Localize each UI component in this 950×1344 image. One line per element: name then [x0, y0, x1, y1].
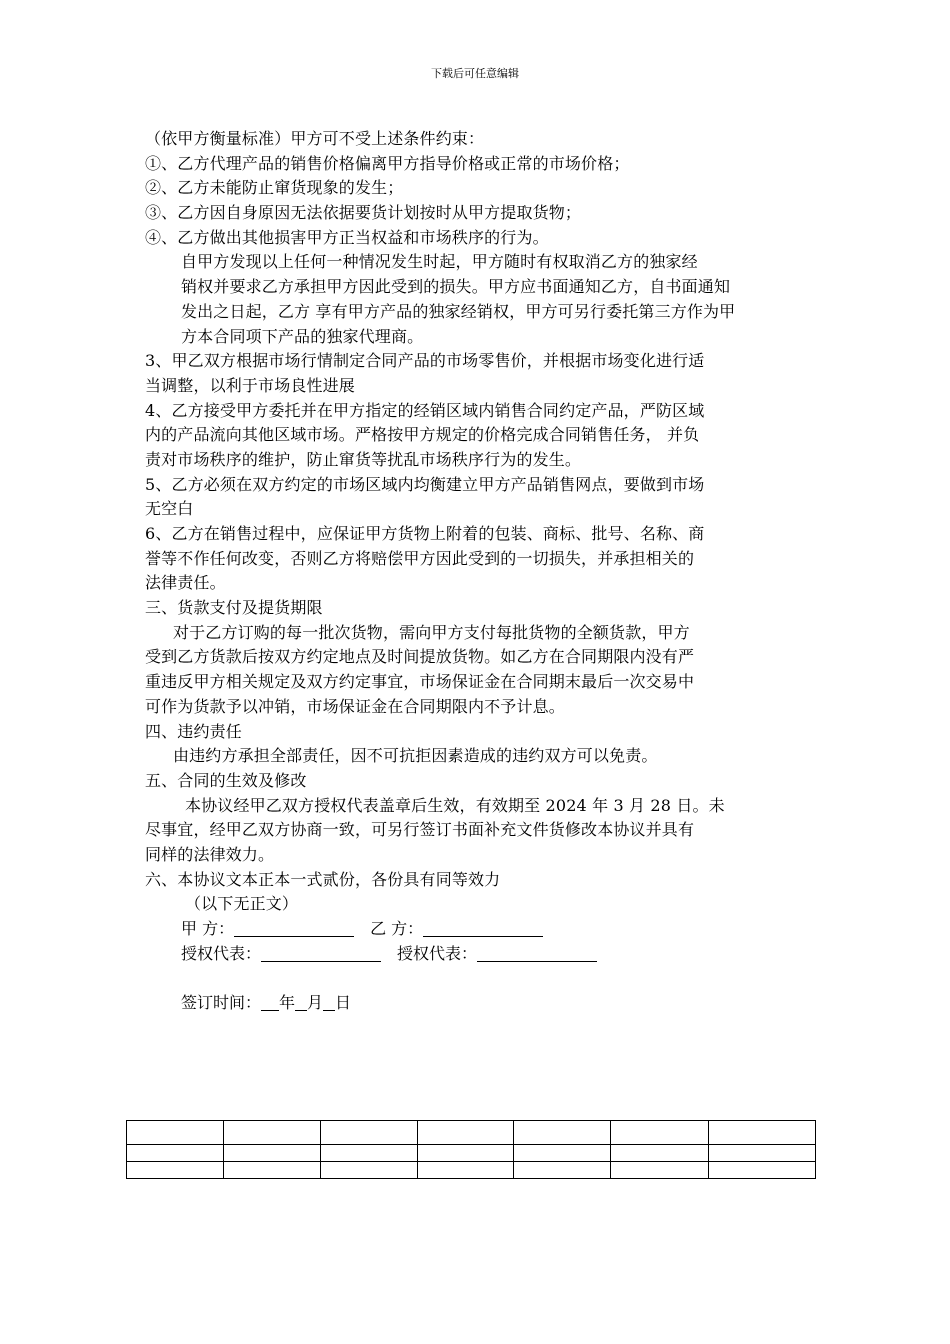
rep-a-label: 授权代表： — [181, 943, 262, 963]
text-line: 无空白 — [145, 499, 194, 519]
table-cell — [223, 1121, 320, 1145]
table-cell — [611, 1162, 709, 1179]
text-line: 5、乙方必须在双方约定的市场区域内均衡建立甲方产品销售网点，要做到市场 — [145, 474, 705, 494]
text-line: 可作为货款予以冲销，市场保证金在合同期限内不予计息。 — [145, 696, 565, 716]
rep-b-blank — [477, 943, 597, 962]
text-line: 销权并要求乙方承担甲方因此受到的损失。甲方应书面通知乙方，自书面通知 — [181, 277, 731, 297]
empty-table — [126, 1120, 816, 1179]
text-line: 自甲方发现以上任何一种情况发生时起，甲方随时有权取消乙方的独家经 — [181, 252, 698, 272]
text-line: 责对市场秩序的维护，防止窜货等扰乱市场秩序行为的发生。 — [145, 449, 582, 469]
text-line: 法律责任。 — [145, 573, 226, 593]
signing-date-row — [145, 991, 807, 1016]
table-cell — [514, 1145, 611, 1162]
page-header: 下载后可任意编辑 — [431, 67, 519, 80]
text-line: ④、乙方做出其他损害甲方正当权益和市场秩序的行为。 — [145, 227, 549, 247]
table-cell — [514, 1121, 611, 1145]
table-cell — [223, 1145, 320, 1162]
text-line: 3、甲乙双方根据市场行情制定合同产品的市场零售价，并根据市场变化进行适 — [145, 351, 705, 371]
table-cell — [709, 1162, 816, 1179]
text-line: 受到乙方货款后按双方约定地点及时间提放货物。如乙方在合同期限内没有严 — [145, 647, 695, 667]
signature-reps-row — [145, 942, 807, 967]
year-label: 年 — [279, 993, 296, 1013]
table-cell — [709, 1145, 816, 1162]
text-line: （依甲方衡量标准）甲方可不受上述条件约束： — [145, 129, 485, 148]
party-b-label: 乙 方： — [370, 919, 424, 938]
table-cell — [223, 1162, 320, 1179]
table-cell — [127, 1121, 224, 1145]
party-a-blank — [234, 918, 354, 937]
table-cell — [320, 1145, 417, 1162]
date-label: 签订时间： — [181, 993, 262, 1013]
day-label: 日 — [335, 993, 352, 1013]
text-line: ③、乙方因自身原因无法依据要货计划按时从甲方提取货物； — [145, 203, 582, 223]
text-line: 本协议经甲乙双方授权代表盖章后生效，有效期至 2024 年 3 月 28 日。未 — [185, 795, 725, 815]
section-heading: 五、合同的生效及修改 — [145, 770, 307, 790]
table-cell — [611, 1121, 709, 1145]
table-cell — [514, 1162, 611, 1179]
text-line: 发出之日起，乙方 享有甲方产品的独家经销权，甲方可另行委托第三方作为甲 — [181, 301, 736, 321]
rep-b-label: 授权代表： — [397, 943, 478, 963]
table-row — [127, 1162, 816, 1179]
text-line: 誉等不作任何改变，否则乙方将赔偿甲方因此受到的一切损失，并承担相关的 — [145, 548, 695, 568]
table-cell — [417, 1162, 514, 1179]
text-line: 重违反甲方相关规定及双方约定事宜，市场保证金在合同期末最后一次交易中 — [145, 672, 695, 692]
text-line: 对于乙方订购的每一批次货物，需向甲方支付每批货物的全额货款，甲方 — [173, 622, 690, 642]
party-b-blank — [423, 918, 543, 937]
text-line: 4、乙方接受甲方委托并在甲方指定的经销区域内销售合同约定产品，严防区域 — [145, 400, 705, 420]
table-row — [127, 1121, 816, 1145]
section-heading: 六、本协议文本正本一式贰份，各份具有同等效力 — [145, 869, 501, 889]
rep-a-blank — [261, 943, 381, 962]
party-a-label: 甲 方： — [181, 919, 235, 938]
year-blank — [261, 992, 279, 1011]
contract-body — [145, 127, 807, 1016]
table-cell — [127, 1162, 224, 1179]
table-row — [127, 1145, 816, 1162]
text-line: 内的产品流向其他区域市场。严格按甲方规定的价格完成合同销售任务， 并负 — [145, 425, 700, 445]
table-cell — [320, 1121, 417, 1145]
text-line: 方本合同项下产品的独家代理商。 — [181, 326, 424, 346]
text-line: 尽事宜，经甲乙双方协商一致，可另行签订书面补充文件货修改本协议并具有 — [145, 820, 695, 840]
month-blank — [295, 992, 307, 1011]
table-cell — [417, 1145, 514, 1162]
text-line: ②、乙方未能防止窜货现象的发生； — [145, 178, 404, 198]
month-label: 月 — [307, 993, 324, 1013]
section-heading: 四、违约责任 — [145, 721, 242, 741]
signature-parties-row — [145, 917, 807, 942]
text-line: ①、乙方代理产品的销售价格偏离甲方指导价格或正常的市场价格； — [145, 153, 630, 173]
table-cell — [320, 1162, 417, 1179]
table-cell — [127, 1145, 224, 1162]
table-cell — [417, 1121, 514, 1145]
text-line: 当调整，以利于市场良性进展 — [145, 375, 355, 395]
day-blank — [323, 992, 335, 1011]
text-line: （以下无正文） — [185, 894, 299, 914]
section-heading: 三、货款支付及提货期限 — [145, 598, 323, 618]
text-line: 由违约方承担全部责任，因不可抗拒因素造成的违约双方可以免责。 — [173, 746, 658, 766]
text-line: 同样的法律效力。 — [145, 844, 275, 864]
text-line: 6、乙方在销售过程中，应保证甲方货物上附着的包装、商标、批号、名称、商 — [145, 524, 705, 543]
table-cell — [709, 1121, 816, 1145]
table-cell — [611, 1145, 709, 1162]
